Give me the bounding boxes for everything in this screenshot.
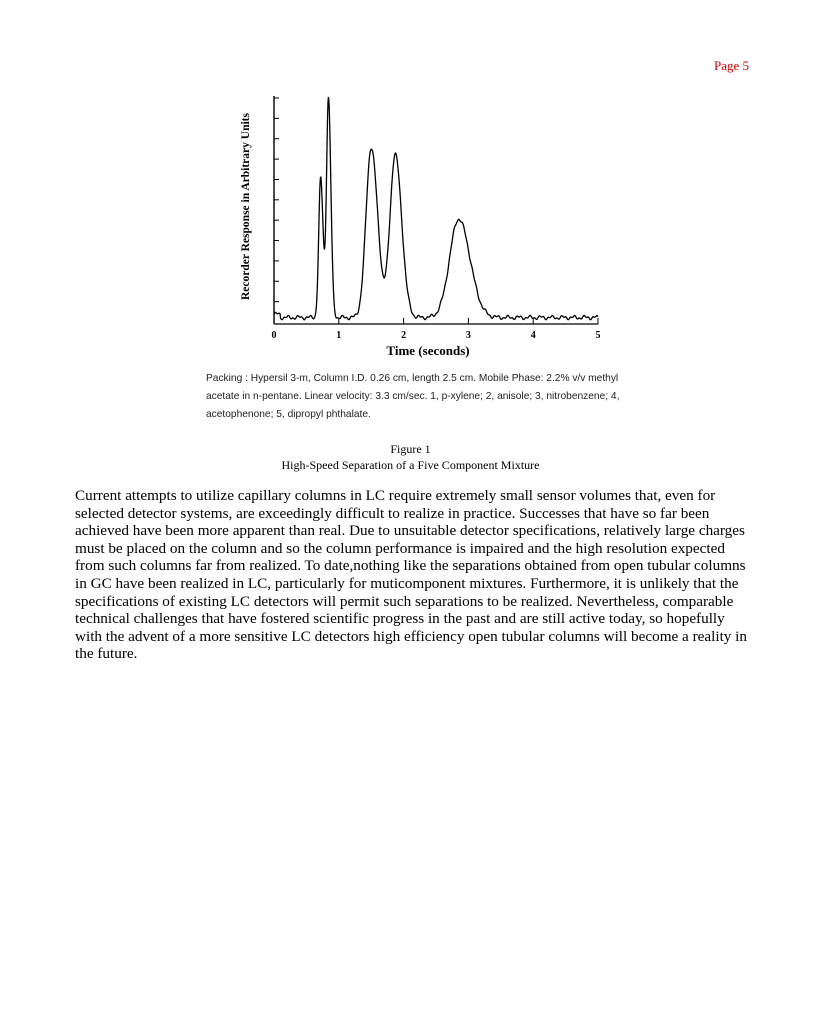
x-tick-label: 4 [530,330,536,341]
figure-caption-note: Packing : Hypersil 3-m, Column I.D. 0.26 cm, length 2.5 cm. Mobile Phase: 2.2% v/v methyl acetate in n-pentane. Linear velocity: 3.3 cm/sec. 1, p-xylene; 2, anisole; 3, nitrobenzene; 4, acetophenone; 5, dipropyl phthalate. [206,373,620,420]
x-tick-label: 5 [595,330,601,341]
x-tick-label: 3 [465,330,471,341]
x-tick-label: 0 [271,330,277,341]
body-paragraph: Current attempts to utilize capillary columns in LC require extremely small sensor volumes that, even for selected detector systems, are exceedingly difficult to realize in practice. Successes that have so far been achieved have been more apparent than real. Due to unsuitable detector specifications, relatively large charges must be placed on the column and so the column performance is impaired and the high resolution expected from such columns far from realized. To date,nothing like the separations obtained from open tubular columns in GC have been realized in LC, particularly for muticomponent mixtures. Furthermore, it is unlikely that the specifications of existing LC detectors will permit such separations to be realized. Nevertheless, comparable technical challenges that have fostered scientific progress in the past and are still active today, so hopefully with the advent of a more sensitive LC detectors high efficiency open tubular columns will become a reality in the future. [75,487,747,663]
figure-title: High-Speed Separation of a Five Component Mixture [281,458,540,472]
chromatogram-trace [274,97,598,320]
chromatogram-chart [236,84,616,364]
figure-label: Figure 1 [390,442,431,456]
page-number: Page 5 [713,58,749,73]
y-ticks [274,98,279,302]
y-axis-label: Recorder Response in Arbitrary Units [240,113,252,300]
x-tick-label: 2 [401,330,407,341]
x-axis-label: Time (seconds) [386,343,470,358]
x-tick-label: 1 [336,330,342,341]
x-ticks [272,318,601,341]
